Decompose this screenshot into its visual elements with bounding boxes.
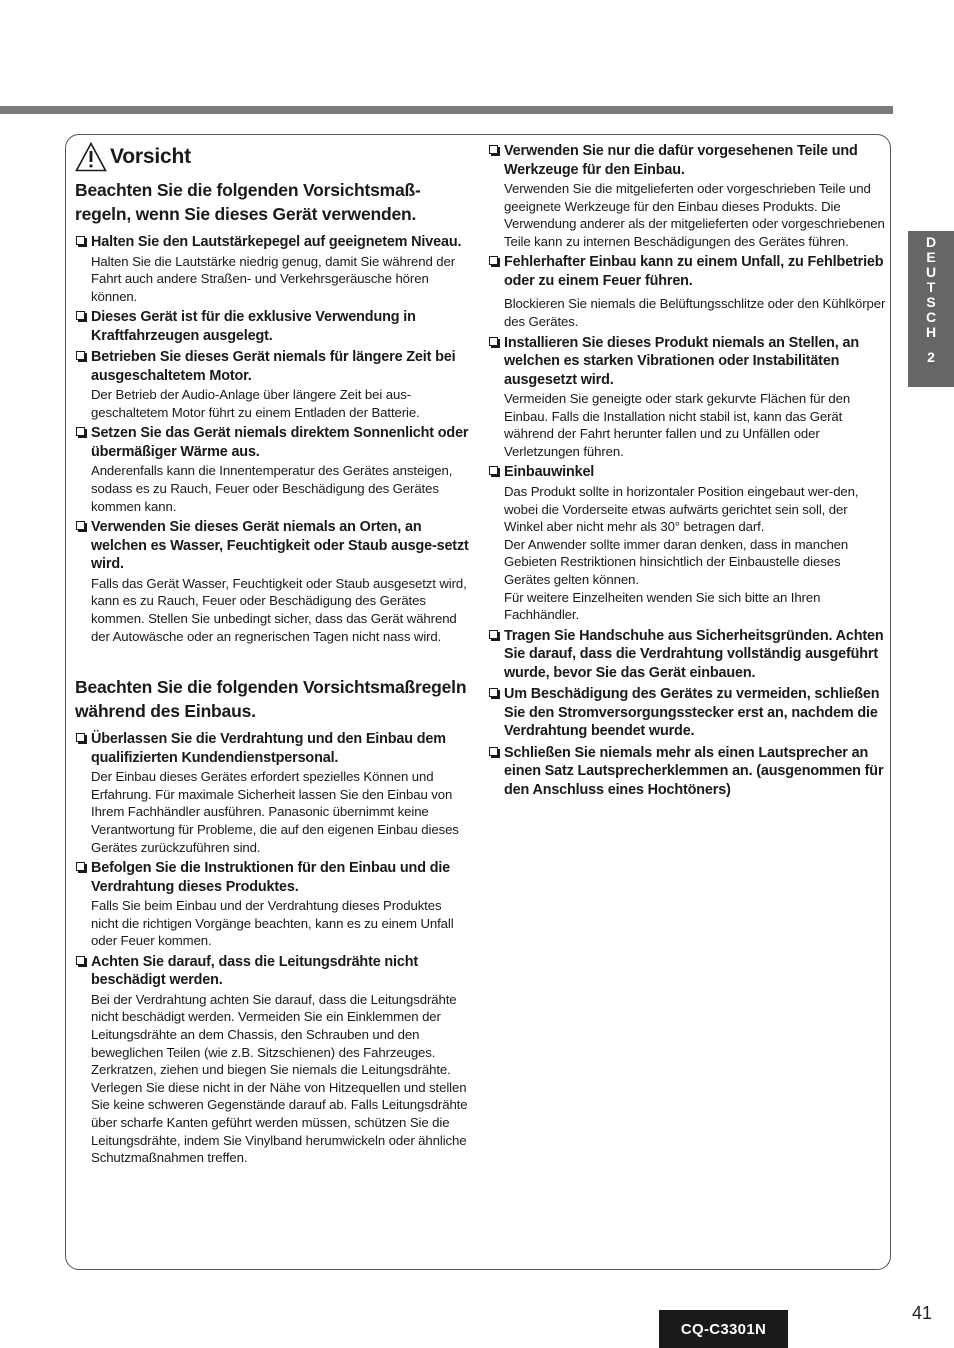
left-column bbox=[75, 142, 470, 1170]
checkbox-bullet-icon bbox=[489, 256, 498, 265]
checkbox-bullet-icon bbox=[76, 862, 85, 871]
item-title: Schließen Sie niemals mehr als einen Lautsprecher an einen Satz Lautsprecherklemmen an. (ausgenommen für den Anschluss eines Hochtöners) bbox=[504, 744, 884, 798]
tab-letter: T bbox=[926, 279, 936, 295]
item-paragraph: Blockieren Sie niemals die Belüftungsschlitze oder den Kühlkörper des Gerätes. bbox=[504, 296, 886, 329]
item-paragraph: Verwenden Sie die mitgelieferten oder vorgeschrieben Teile und geeignete Werkzeuge für den Einbau dieses Produkts. Die Verwendung anderer als der mitgelieferten oder vorgeschriebenen Teile kann zu internen Beschädigungen des Gerätes führen. bbox=[504, 181, 885, 249]
list-item bbox=[488, 463, 886, 623]
list-item bbox=[75, 518, 470, 645]
item-body: Falls Sie beim Einbau und der Verdrahtung dieses Produktes nicht die richtigen Vorgänge beachten, kann es zu einem Unfall oder Feuer kommen. bbox=[91, 898, 454, 949]
item-title: Tragen Sie Handschuhe aus Sicherheitsgründen. Achten Sie darauf, dass die Verdrahtung vollständig ausgeführt wurde, bevor Sie das Gerät einbauen. bbox=[504, 627, 884, 681]
list-item bbox=[75, 953, 470, 1167]
item-title: Dieses Gerät ist für die exklusive Verwendung in Kraftfahrzeugen ausgelegt. bbox=[91, 309, 416, 344]
list-item bbox=[488, 253, 886, 330]
list-item bbox=[488, 142, 886, 250]
list-item bbox=[488, 744, 886, 800]
page-title: Vorsicht bbox=[110, 145, 191, 168]
top-rule bbox=[0, 106, 893, 114]
item-title: Fehlerhafter Einbau kann zu einem Unfall, zu Fehlbetrieb oder zu einem Feuer führen. bbox=[504, 254, 884, 289]
item-body bbox=[504, 390, 886, 460]
list-item bbox=[488, 685, 886, 741]
tab-letter: S bbox=[926, 294, 936, 310]
tab-letter: E bbox=[926, 249, 936, 265]
list-item bbox=[75, 424, 470, 515]
checkbox-bullet-icon bbox=[489, 630, 498, 639]
checkbox-bullet-icon bbox=[489, 747, 498, 756]
tab-letter: H bbox=[925, 324, 937, 340]
tab-letter: U bbox=[925, 264, 937, 280]
item-title: Einbauwinkel bbox=[504, 464, 595, 481]
item-paragraph: Vermeiden Sie geneigte oder stark gekurvte Flächen für den Einbau. Falls die Installation nicht stabil ist, kann das Gerät während der Fahrt herunter fallen und zu Unfällen oder Verletzungen führen. bbox=[504, 391, 851, 459]
model-badge: CQ-C3301N bbox=[659, 1310, 788, 1348]
item-body: Falls das Gerät Wasser, Feuchtigkeit oder Staub ausgesetzt wird, kann es zu Rauch, Feuer oder Beschädigung des Gerätes kommen. Stellen Sie unbedingt sicher, dass das Gerät während der Autowäsche oder an regnerischen Tagen nicht nass wird. bbox=[91, 575, 467, 644]
item-title: Verwenden Sie nur die dafür vorgesehenen Teile und Werkzeuge für den Einbau. bbox=[504, 143, 858, 178]
tab-number: 2 bbox=[927, 349, 935, 365]
checkbox-bullet-icon bbox=[489, 466, 498, 475]
item-paragraph: Der Anwender sollte immer daran denken, dass in manchen Gebieten Restriktionen hinsichtlich der Einbaustelle dieses Gerätes gelten können. bbox=[504, 536, 849, 587]
list-item bbox=[75, 308, 470, 345]
list-item bbox=[75, 233, 470, 305]
checkbox-bullet-icon bbox=[76, 521, 85, 530]
item-body: Halten Sie die Lautstärke niedrig genug, damit Sie während der Fahrt auch andere Straßen- und Verkehrsgeräusche hören können. bbox=[91, 253, 456, 304]
tab-letter: D bbox=[925, 234, 937, 250]
tab-letter: C bbox=[925, 309, 937, 325]
item-body: Der Einbau dieses Gerätes erfordert spezielles Können und Erfahrung. Für maximale Sicherheit lassen Sie den Einbau von Ihrem Fachhändler ausführen. Panasonic übernimmt keine Verantwortung für Probleme, die auf den eigenen Einbau dieses Gerätes zurückzuführen sind. bbox=[91, 769, 459, 855]
item-title: Achten Sie darauf, dass die Leitungsdrähte nicht beschädigt werden. bbox=[91, 953, 419, 989]
item-title: Überlassen Sie die Verdrahtung und den Einbau dem qualifizierten Kundendienstpersonal. bbox=[91, 731, 446, 766]
checkbox-bullet-icon bbox=[76, 351, 85, 360]
page-number: 41 bbox=[912, 1303, 933, 1323]
item-body bbox=[504, 295, 886, 330]
item-body: Der Betrieb der Audio-Anlage über längere Zeit bei aus-geschaltetem Motor führt zu einem Entladen der Batterie. bbox=[91, 387, 420, 420]
title-row bbox=[75, 142, 470, 172]
item-paragraph: Das Produkt sollte in horizontaler Position eingebaut wer-den, wobei die Vorderseite etwas aufwärts gerichtet sein soll, der Winkel aber nicht mehr als 30° betragen darf. bbox=[504, 483, 859, 535]
checkbox-bullet-icon bbox=[76, 311, 85, 320]
checkbox-bullet-icon bbox=[76, 427, 85, 436]
item-paragraph: Für weitere Einzelheiten wenden Sie sich bitte an Ihren Fachhändler. bbox=[504, 589, 821, 623]
item-title: Verwenden Sie dieses Gerät niemals an Orten, an welchen es Wasser, Feuchtigkeit oder Staub ausge-setzt wird. bbox=[91, 519, 469, 573]
list-item bbox=[488, 627, 886, 683]
item-title: Setzen Sie das Gerät niemals direktem Sonnenlicht oder übermäßiger Wärme aus. bbox=[91, 425, 469, 460]
checkbox-bullet-icon bbox=[76, 236, 85, 245]
section-heading-usage: Beachten Sie die folgenden Vorsichtsmaß-regeln, wenn Sie dieses Gerät verwenden. bbox=[75, 180, 421, 224]
item-title: Befolgen Sie die Instruktionen für den Einbau und die Verdrahtung dieses Produktes. bbox=[91, 860, 451, 895]
item-title: Halten Sie den Lautstärkepegel auf geeignetem Niveau. bbox=[91, 234, 462, 250]
list-item bbox=[488, 334, 886, 461]
checkbox-bullet-icon bbox=[76, 733, 85, 742]
list-item bbox=[75, 348, 470, 421]
list-item bbox=[75, 859, 470, 950]
checkbox-bullet-icon bbox=[489, 688, 498, 697]
item-body: Anderenfalls kann die Innentemperatur des Gerätes ansteigen, sodass es zu Rauch, Feuer oder Beschädigung des Gerätes kommen kann. bbox=[91, 463, 453, 514]
right-column bbox=[488, 142, 886, 802]
list-item bbox=[75, 730, 470, 856]
item-title: Installieren Sie dieses Produkt niemals an Stellen, an welchen es starken Vibrationen oder Instabilitäten ausgesetzt wird. bbox=[504, 334, 859, 388]
item-title: Um Beschädigung des Gerätes zu vermeiden, schließen Sie den Stromversorgungsstecker erst an, nachdem die Verdrahtung beendet wurde. bbox=[504, 686, 880, 740]
item-body bbox=[504, 483, 886, 624]
warning-icon bbox=[75, 142, 107, 172]
item-title: Betrieben Sie dieses Gerät niemals für längere Zeit bei ausgeschaltetem Motor. bbox=[91, 349, 456, 384]
checkbox-bullet-icon bbox=[76, 956, 85, 965]
checkbox-bullet-icon bbox=[489, 337, 498, 346]
item-body bbox=[504, 180, 886, 250]
item-body: Bei der Verdrahtung achten Sie darauf, dass die Leitungsdrähte nicht beschädigt werden. Vermeiden Sie ein Einklemmen der Leitungsdrähte an dem Chassis, den Schrauben und den beweglichen Teilen (wie z.B. Sitzschienen) des Fahrzeuges. Zerkratzen, ziehen und biegen Sie niemals die Leitungsdrähte. Verlegen Sie diese nicht in der Nähe von Hitzequellen und stellen Sie keine schweren Gegenstände darauf ab. Falls Leitungsdrähte über scharfe Kanten geführt werden müssen, schützen Sie die Leitungsdrähte, indem Sie Vinylband herumwickeln oder ähnliche Schutzmaßnahmen treffen. bbox=[91, 991, 468, 1166]
section-heading-installation: Beachten Sie die folgenden Vorsichtsmaßregeln während des Einbaus. bbox=[75, 677, 467, 722]
language-side-tab bbox=[908, 231, 954, 387]
checkbox-bullet-icon bbox=[489, 145, 498, 154]
